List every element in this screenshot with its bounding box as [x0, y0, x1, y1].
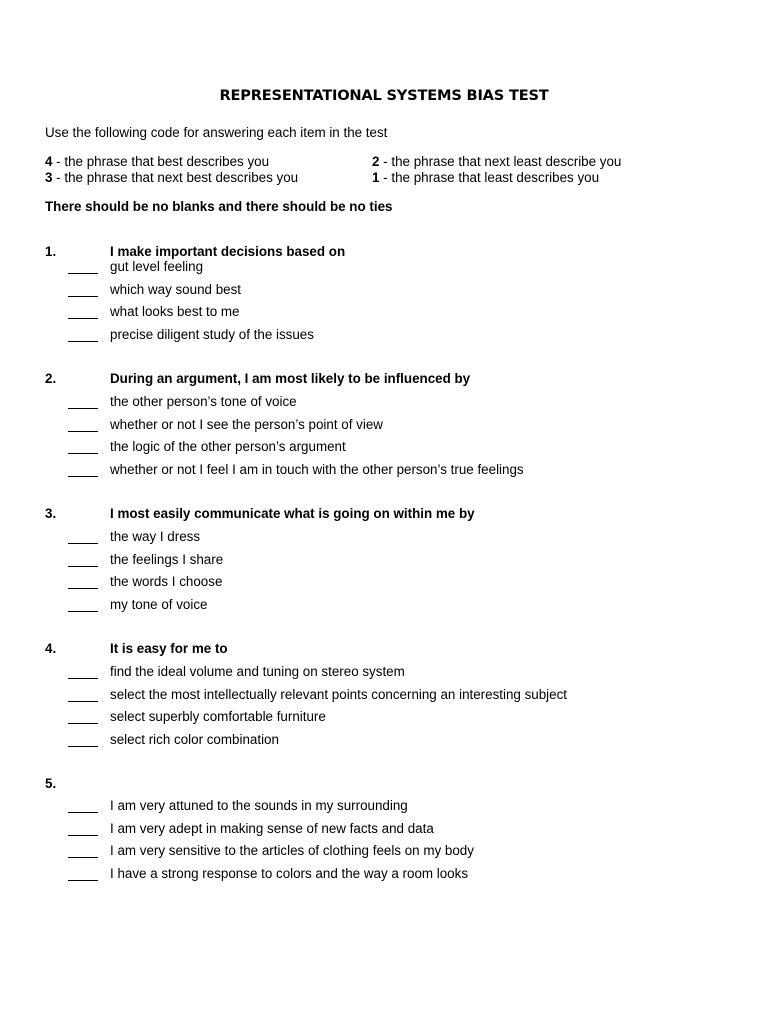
question-text: I make important decisions based on	[110, 244, 346, 259]
code-text: - the phrase that least describes you	[379, 170, 600, 185]
option-text: precise diligent study of the issues	[110, 326, 314, 342]
option-text: select superbly comfortable furniture	[110, 709, 326, 724]
answer-blank[interactable]	[68, 576, 98, 589]
answer-blank[interactable]	[68, 868, 98, 881]
page-title: REPRESENTATIONAL SYSTEMS BIAS TEST	[219, 87, 549, 104]
code-number: 4	[45, 154, 53, 169]
answer-blank[interactable]	[68, 419, 98, 432]
answer-blank[interactable]	[68, 823, 98, 836]
question-number: 3.	[45, 506, 57, 521]
option-text: I am very sensitive to the articles of clothing feels on my body	[110, 843, 474, 858]
question-number: 1.	[45, 244, 57, 259]
answer-blank[interactable]	[68, 711, 98, 724]
question-number: 2.	[45, 371, 57, 386]
option-text: the logic of the other person’s argument	[110, 439, 346, 454]
option-text: I am very attuned to the sounds in my surrounding	[110, 798, 408, 813]
code-text: - the phrase that next least describe you	[379, 154, 622, 169]
answer-blank[interactable]	[68, 734, 98, 747]
option-text: the feelings I share	[110, 551, 224, 567]
code-number: 1	[372, 170, 380, 185]
answer-blank[interactable]	[68, 845, 98, 858]
option-text: which way sound best	[110, 281, 242, 297]
question-text: It is easy for me to	[110, 641, 228, 656]
question-number: 4.	[45, 641, 57, 656]
answer-blank[interactable]	[68, 800, 98, 813]
option-text: whether or not I feel I am in touch with the other person’s true feelings	[110, 461, 524, 477]
code-number: 3	[45, 170, 53, 185]
option-text: the way I dress	[110, 529, 201, 544]
option-text: I have a strong response to colors and the way a room looks	[110, 865, 469, 881]
answer-blank[interactable]	[68, 464, 98, 477]
option-text: select the most intellectually relevant points concerning an interesting subject	[110, 686, 568, 702]
answer-blank[interactable]	[68, 261, 98, 274]
answer-blank[interactable]	[68, 306, 98, 319]
option-text: the words I choose	[110, 574, 223, 589]
option-text: I am very adept in making sense of new facts and data	[110, 820, 434, 836]
instruction-rule: There should be no blanks and there should be no ties	[45, 199, 393, 214]
code-number: 2	[372, 154, 380, 169]
option-text: my tone of voice	[110, 596, 208, 612]
question-number: 5.	[45, 776, 57, 791]
option-text: what looks best to me	[110, 304, 240, 319]
option-text: select rich color combination	[110, 731, 279, 747]
intro-text: Use the following code for answering each item in the test	[45, 125, 388, 140]
code-text: - the phrase that best describes you	[52, 154, 270, 169]
answer-blank[interactable]	[68, 554, 98, 567]
option-text: find the ideal volume and tuning on stereo system	[110, 664, 405, 679]
question-text: I most easily communicate what is going on within me by	[110, 506, 475, 521]
code-text: - the phrase that next best describes you	[52, 170, 299, 185]
answer-blank[interactable]	[68, 396, 98, 409]
answer-blank[interactable]	[68, 441, 98, 454]
answer-blank[interactable]	[68, 329, 98, 342]
code-2	[372, 154, 621, 169]
code-4	[45, 154, 269, 169]
option-text: gut level feeling	[110, 259, 204, 274]
option-text: whether or not I see the person’s point of view	[110, 416, 383, 432]
answer-blank[interactable]	[68, 284, 98, 297]
code-3	[45, 170, 298, 185]
option-text: the other person’s tone of voice	[110, 394, 297, 409]
answer-blank[interactable]	[68, 689, 98, 702]
question-text: During an argument, I am most likely to be influenced by	[110, 371, 471, 386]
answer-blank[interactable]	[68, 666, 98, 679]
answer-blank[interactable]	[68, 531, 98, 544]
answer-blank[interactable]	[68, 599, 98, 612]
code-1	[372, 170, 599, 185]
